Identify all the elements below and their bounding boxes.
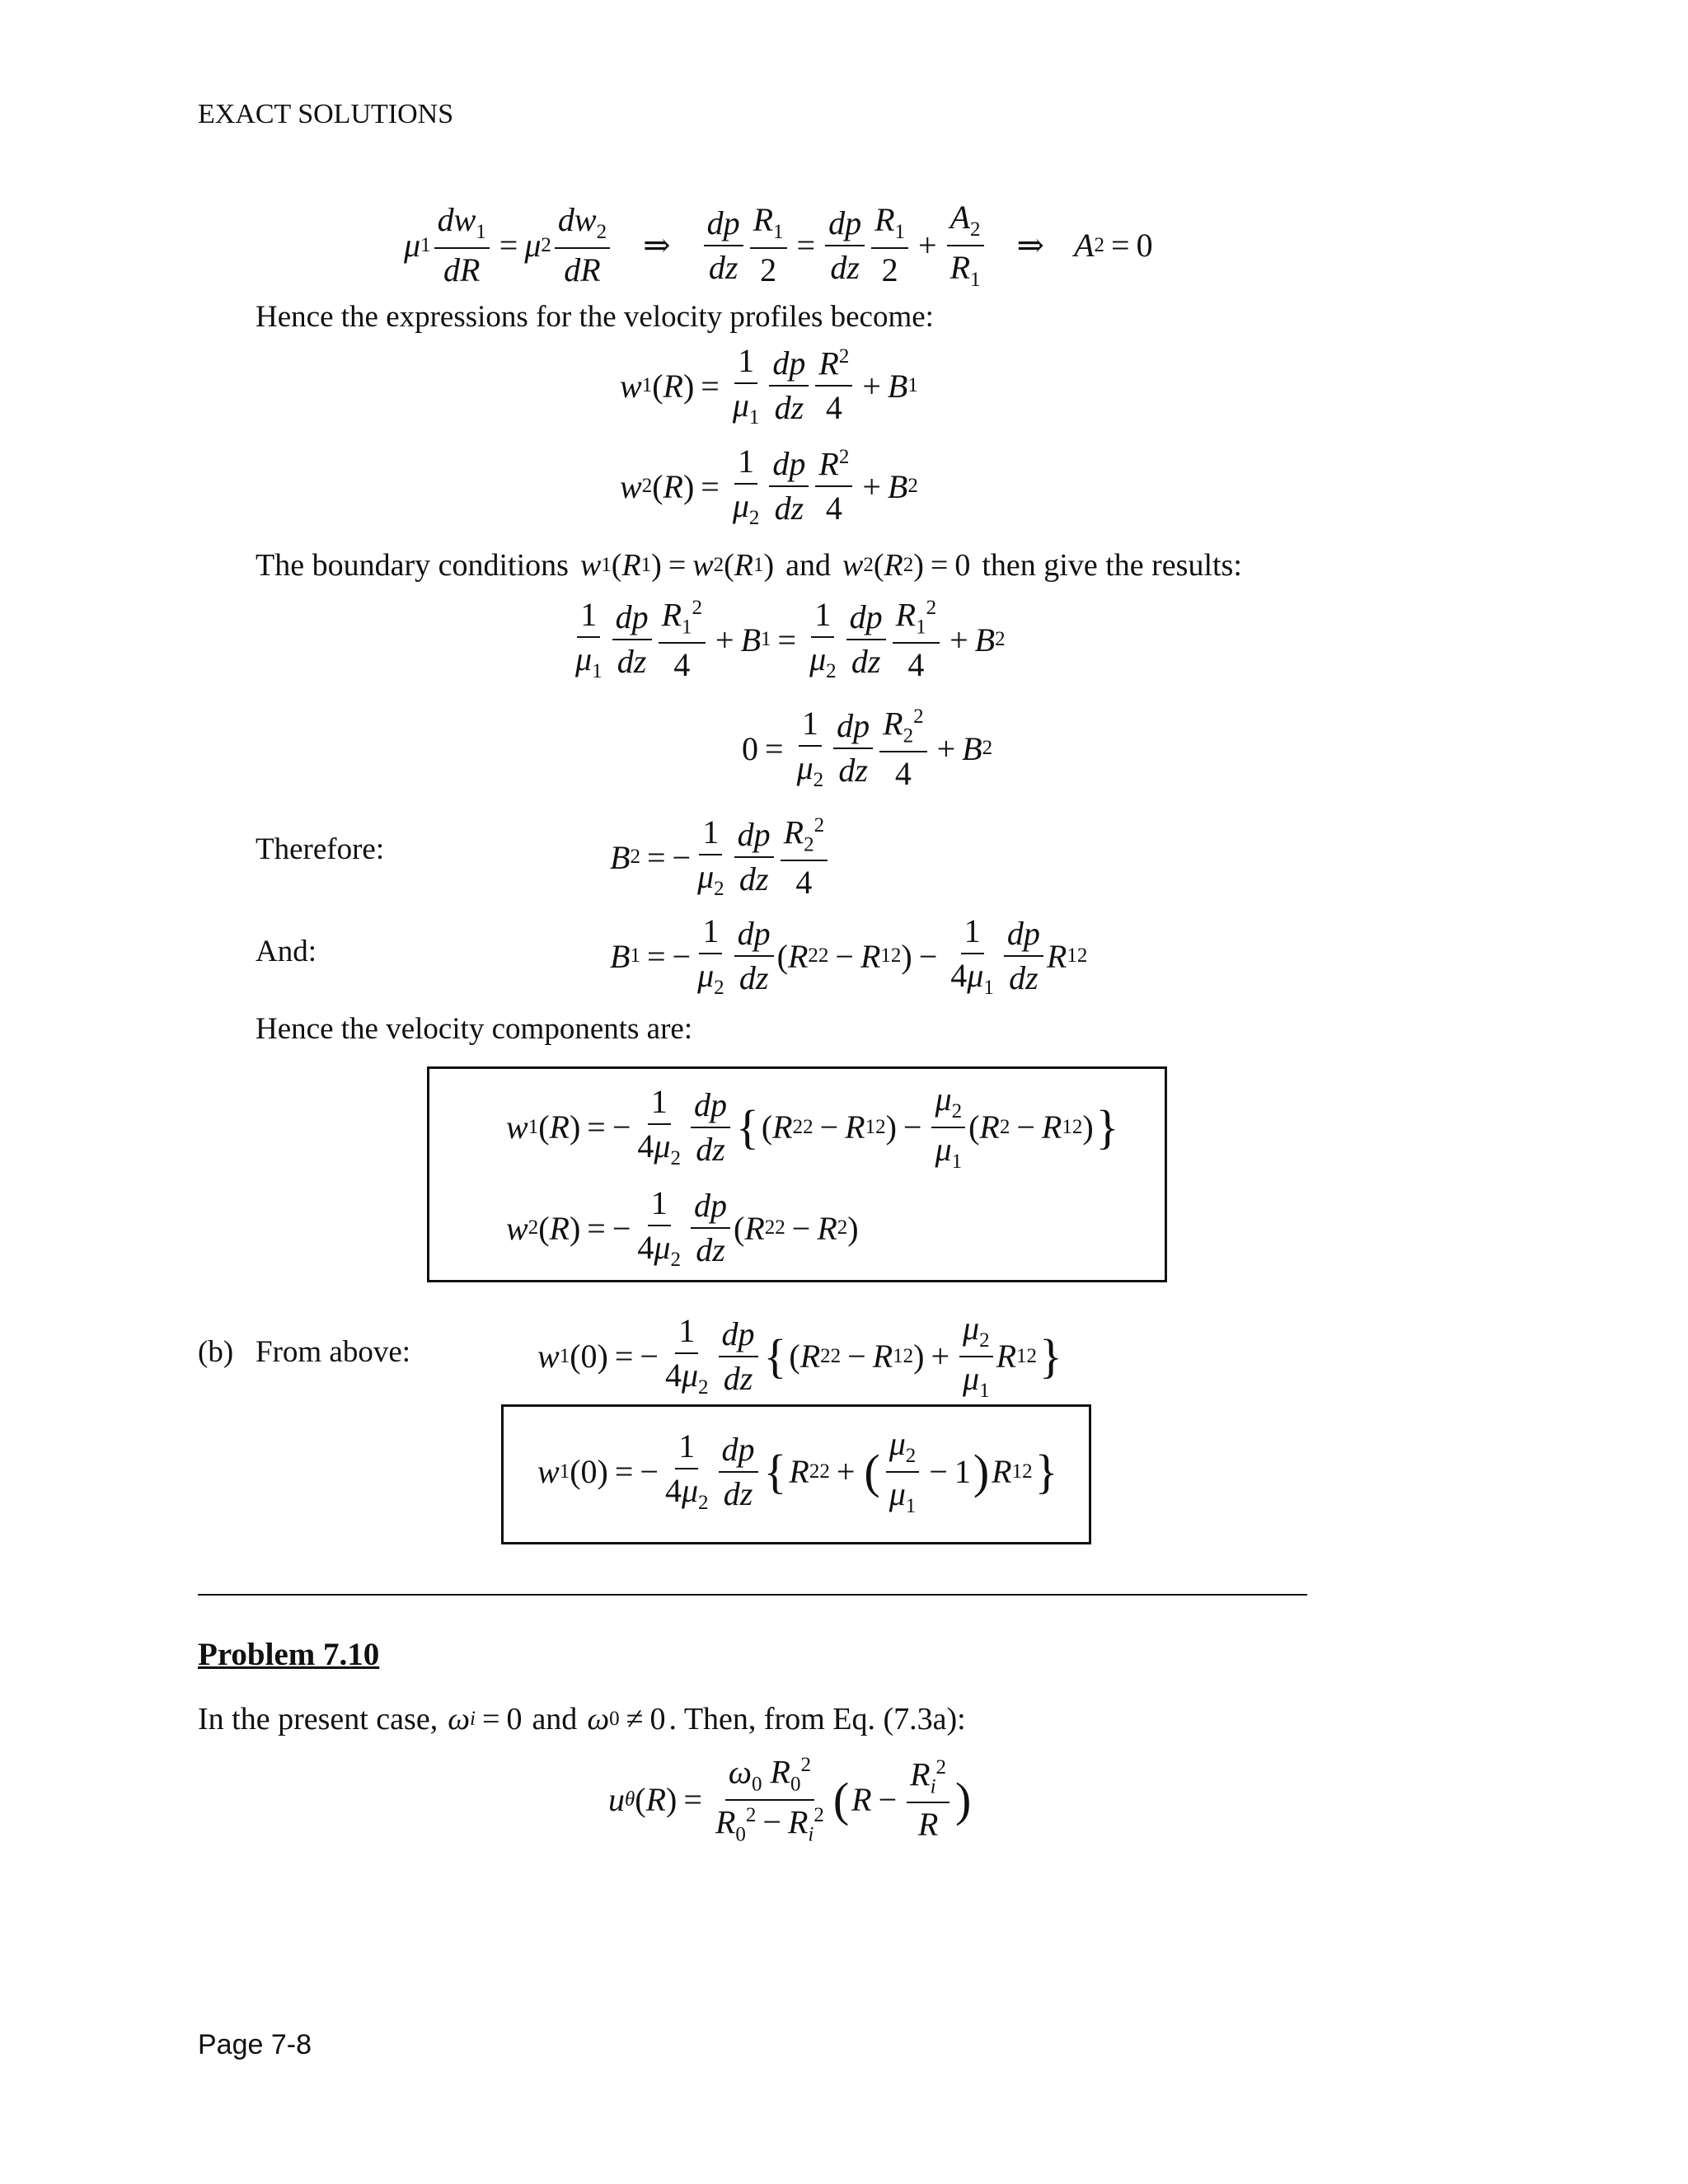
bc-and-text: and — [785, 548, 832, 583]
problem-title: Problem 7.10 — [198, 1637, 380, 1672]
wall-condition-equation: 0 = $\frac{1}{\mu_2}$ $\frac{dp}{dz}$ $\frac{R_2^2}{4}$ + B 2 — [742, 705, 993, 792]
present-case-line: In the present case, ω i = 0 and ω 0 ≠ 0 . Then, from Eq. (7.3a): — [198, 1702, 966, 1736]
bc-suffix-text: then give the results: — [982, 548, 1242, 583]
hence-profiles-text: Hence the expressions for the velocity profiles become: — [256, 300, 934, 334]
b2-equation: B 2 = − $\frac{1}{\mu_2}$ $\frac{dp}{dz}$ $\frac{R_2^2}{4}$ — [610, 814, 831, 901]
present-case-suffix: . Then, from Eq. (7.3a): — [668, 1702, 966, 1736]
present-case-prefix: In the present case, — [198, 1702, 438, 1736]
w1-zero-equation: w 1 (0) = − $\frac{1}{4\mu_2}$ $\frac{dp}{dz}$ { ( R 2 2 − R 1 2 ) + $\frac{\mu_2}{\mu_1}$ R 1 2 } — [537, 1310, 1062, 1402]
w2-profile-equation: w 2 ( R ) = $\frac{1}{\mu_2}$ $\frac{dp}{dz}$ $\frac{R^2}{4}$ + B 2 — [620, 443, 918, 529]
from-above-label: From above: — [256, 1335, 411, 1369]
bc-prefix-text: The boundary conditions — [256, 548, 569, 583]
part-b-label: (b) — [198, 1335, 234, 1369]
interface-condition-equation: $\frac{1}{\mu_1}$ $\frac{dp}{dz}$ $\frac{R_1^2}{4}$ + B 1 = $\frac{1}{\mu_2}$ $\frac{dp}{dz}$ $\frac{R_1^2}{4}$ + B 2 — [575, 596, 1006, 683]
b1-equation: B 1 = − $\frac{1}{\mu_2}$ $\frac{dp}{dz}$ ( R 2 2 − R 1 2 ) − $\frac{1}{4\mu_1}$ $\frac{dp}{dz}$ R 1 2 — [610, 912, 1088, 999]
shear-stress-equation: μ 1 $\frac{dw_1}{dR}$ = μ 2 $\frac{dw_2}{dR}$ ⇒ $\frac{dp}{dz}$ $\frac{R_1}{2}$ = $\frac{dp}{dz}$ $\frac{R_1}{2}$ + $\frac{A_2}{R_1}$ ⇒ A 2 = 0 — [404, 199, 1153, 291]
page-number: Page 7-8 — [198, 2029, 312, 2060]
therefore-label: Therefore: — [256, 832, 385, 866]
w1-profile-equation: w 1 ( R ) = $\frac{1}{\mu_1}$ $\frac{dp}{dz}$ $\frac{R^2}{4}$ + B 1 — [620, 342, 918, 429]
w2-result-equation: w 2 ( R ) = − $\frac{1}{4\mu_2}$ $\frac{dp}{dz}$ ( R 2 2 − R 2 ) — [506, 1184, 859, 1271]
and-label: And: — [256, 935, 316, 968]
running-header: EXACT SOLUTIONS — [198, 99, 454, 129]
section-divider — [198, 1594, 1307, 1596]
w1-result-equation: w 1 ( R ) = − $\frac{1}{4\mu_2}$ $\frac{dp}{dz}$ { ( R 2 2 − R 1 2 ) − $\frac{\mu_2}{\mu_1}$ ( R 2 − R 1 2 ) } — [506, 1080, 1119, 1173]
present-case-and: and — [532, 1702, 578, 1736]
w1-zero-result-equation: w 1 (0) = − $\frac{1}{4\mu_2}$ $\frac{dp}{dz}$ { R 2 2 + ( $\frac{\mu_2}{\mu_1}$ − 1 ) R 1 2 } — [537, 1425, 1058, 1517]
hence-components-text: Hence the velocity components are: — [256, 1012, 693, 1046]
u-theta-equation: u θ ( R ) = $\frac{\omega_0 R_0^2}{R_0^2 - R_i^2}$ ( R − $\frac{R_i^2}{R}$ ) — [608, 1753, 972, 1846]
boundary-conditions-line: The boundary conditions w 1 ( R 1 ) = w 2 ( R 1 ) and w 2 ( R 2 ) = 0 then give the results: — [256, 548, 1242, 583]
